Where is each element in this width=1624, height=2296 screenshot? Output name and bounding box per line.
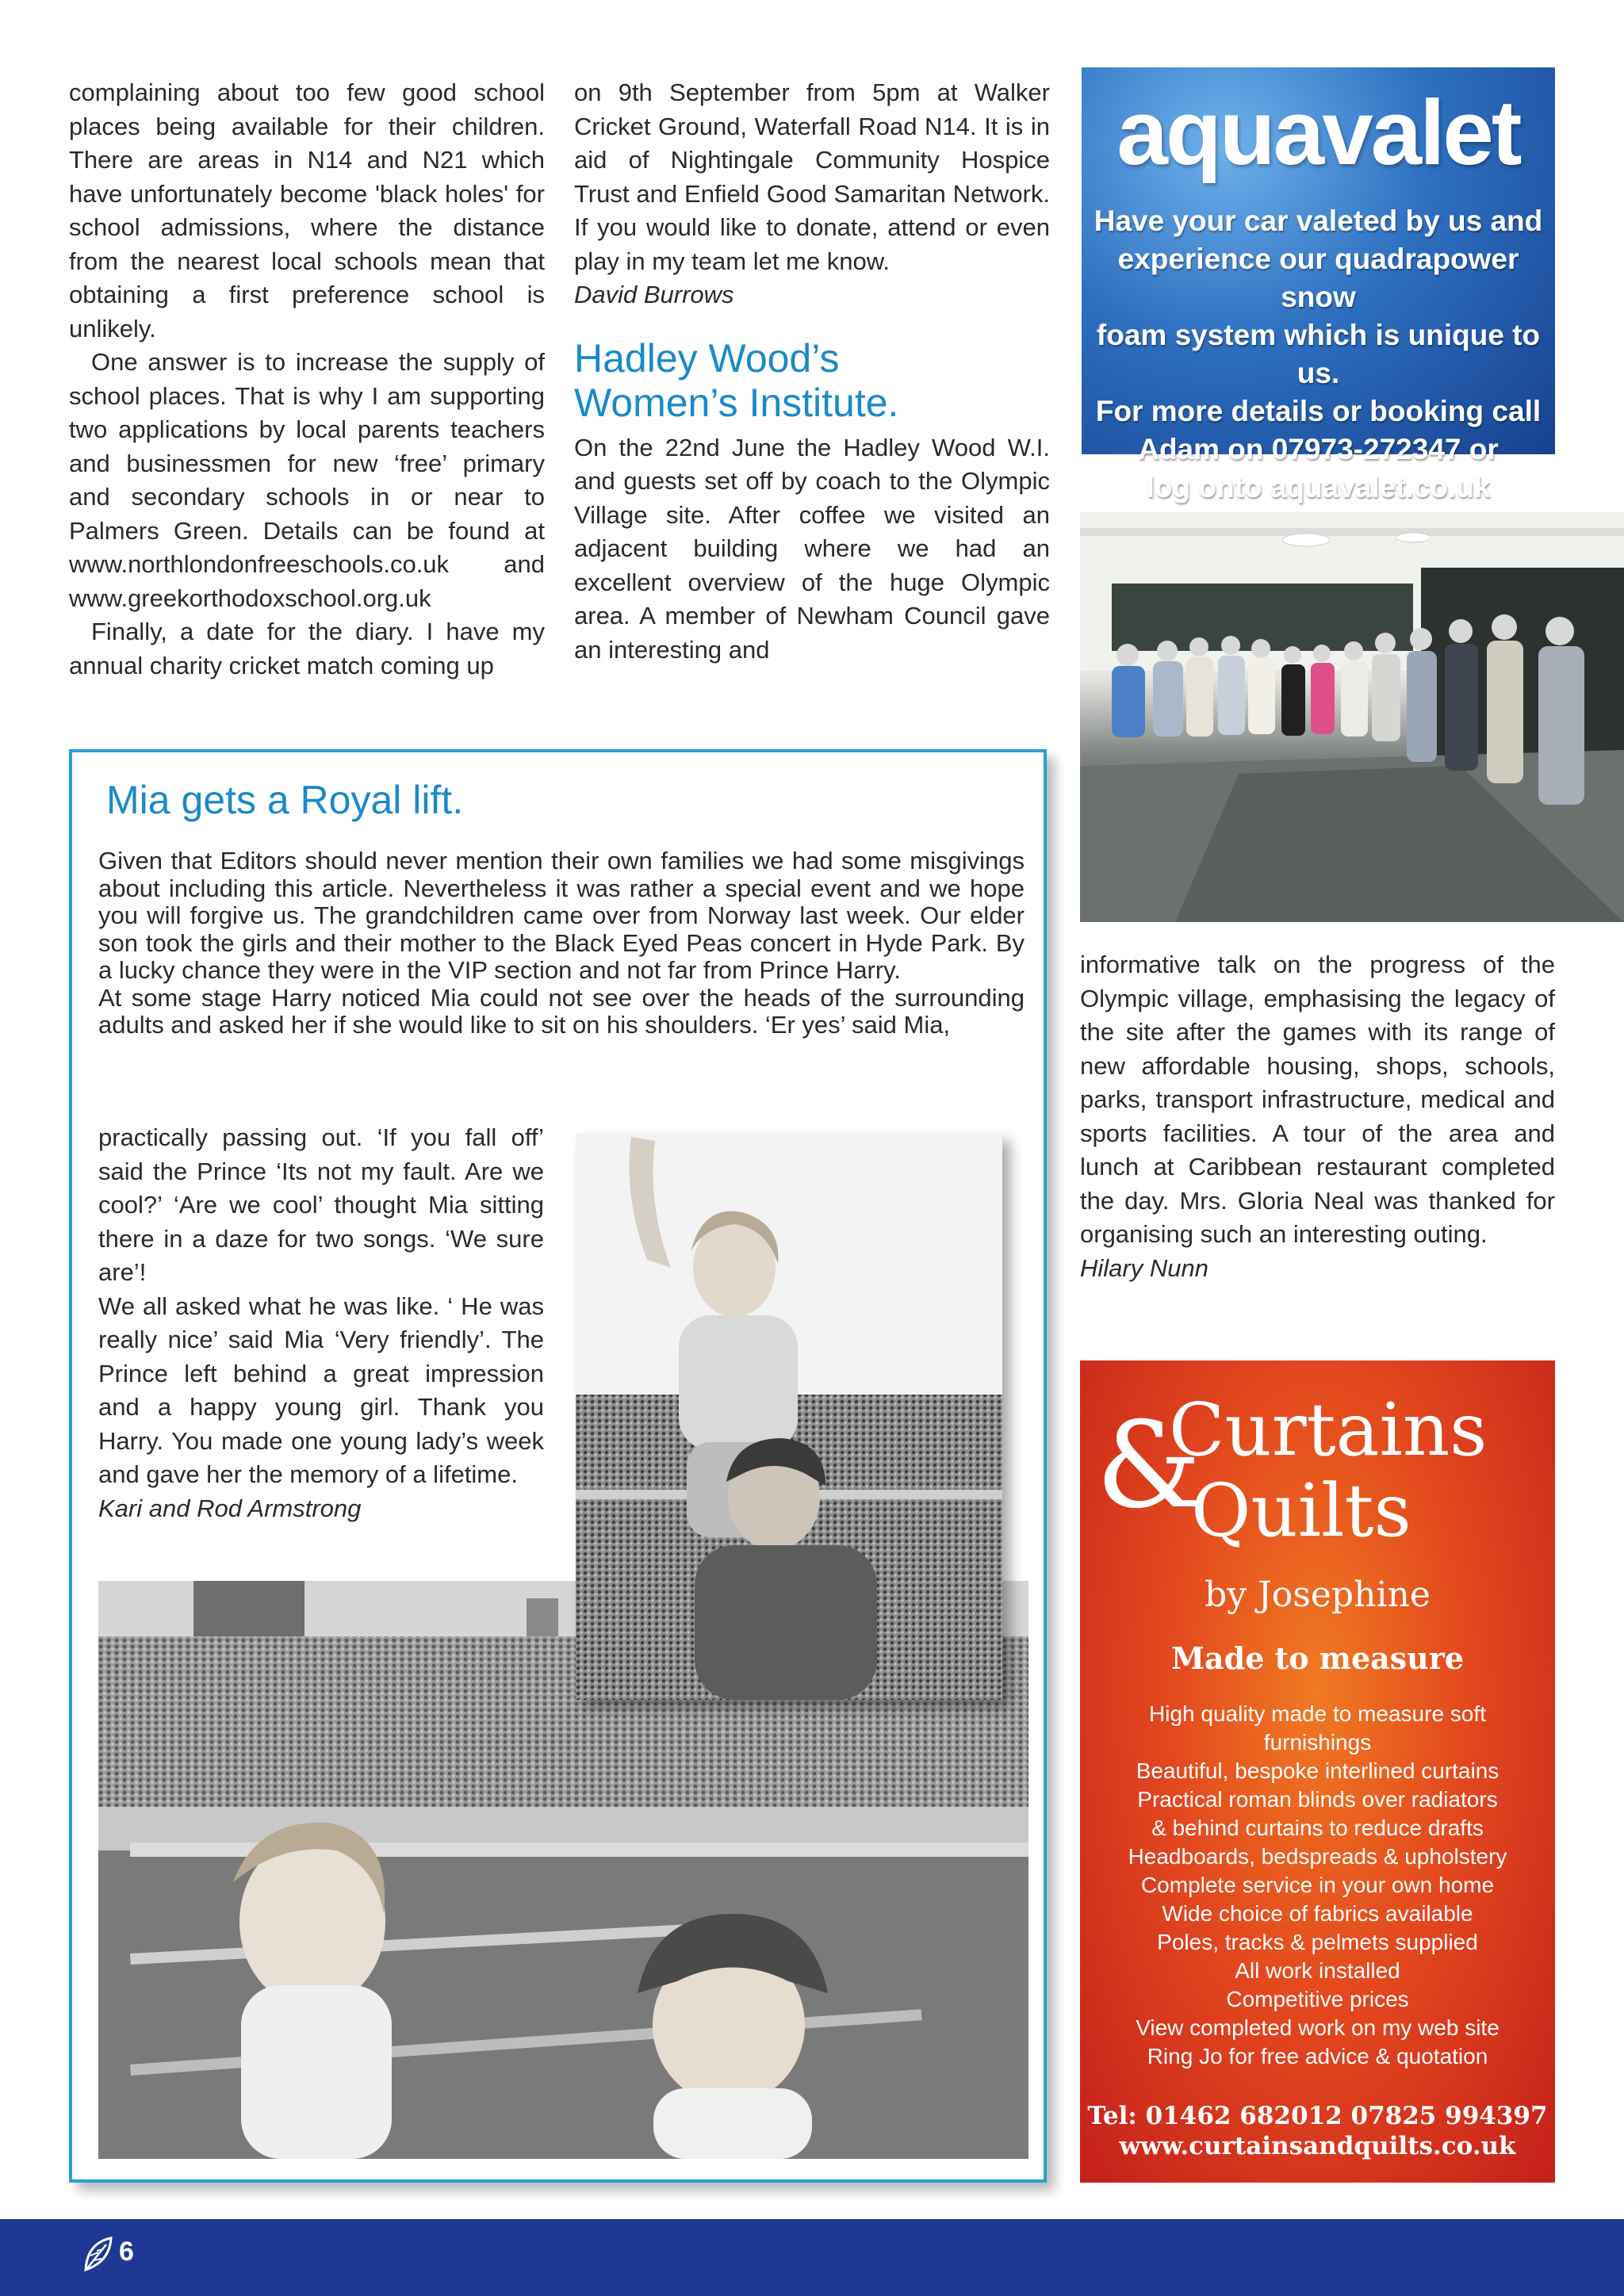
curtains-service-item: Beautiful, bespoke interlined curtains: [1136, 1758, 1500, 1783]
wi-heading-line: Hadley Wood’s: [574, 335, 840, 381]
curtains-telephone: Tel: 01462 682012 07825 994397: [1087, 2102, 1548, 2130]
curtains-services-list: [1080, 1700, 1555, 2071]
mia-wrapped-text: [98, 1121, 544, 1525]
mia-paragraph: We all asked what he was like. ‘ He was really nice’ said Mia ‘Very friendly’. The Prince left behind a great impression and a happy young girl. Thank you Harry. You made one young lady’s week and gave her the memory of a lifetime.: [98, 1292, 544, 1488]
mia-concert-photo: [576, 1133, 1002, 1700]
curtains-quilts-advert: [1080, 1360, 1555, 2183]
byline: Hilary Nunn: [1080, 1253, 1208, 1282]
curtains-logo-word: Curtains: [1169, 1387, 1488, 1472]
mia-article-box: [69, 749, 1047, 2183]
quilts-logo-word: Quilts: [1191, 1468, 1411, 1553]
curtains-service-item: Wide choice of fabrics available: [1162, 1901, 1473, 1926]
curtains-service-item: View completed work on my web site: [1136, 2015, 1500, 2040]
aquavalet-line: For more details or booking call: [1095, 395, 1542, 427]
made-to-measure-heading: Made to measure: [1170, 1640, 1464, 1676]
aquavalet-advert: [1082, 67, 1555, 503]
curtains-service-item: Competitive prices: [1226, 1987, 1409, 2011]
leaf-icon: [82, 2235, 114, 2273]
curtains-by-line: by Josephine: [1205, 1575, 1431, 1615]
aquavalet-logo: aquavalet: [1116, 81, 1520, 184]
aquavalet-text: [1082, 202, 1555, 507]
article-column-3: [1080, 948, 1555, 1285]
concert-photo-illustration: [576, 1133, 1002, 1700]
curtains-service-item: & behind curtains to reduce drafts: [1151, 1816, 1484, 1840]
byline: David Burrows: [574, 281, 734, 308]
curtains-service-item: Poles, tracks & pelmets supplied: [1157, 1930, 1478, 1954]
curtains-service-item: All work installed: [1235, 1958, 1400, 1983]
curtains-service-item: furnishings: [1263, 1730, 1372, 1755]
aquavalet-line: foam system which is unique to us.: [1096, 319, 1541, 389]
page-number: 6: [119, 2237, 134, 2267]
curtains-service-item: Complete service in your own home: [1140, 1873, 1495, 1897]
wi-group-photo-illustration: [1080, 512, 1624, 922]
curtains-service-item: Ring Jo for free advice & quotation: [1147, 2044, 1488, 2068]
aquavalet-line: Adam on 07973-272347 or: [1138, 433, 1499, 465]
article-paragraph: One answer is to increase the supply of school places. That is why I am supporting two applications by local parents teachers and businessmen for new ‘free’ primary and secondary schools in or near to Palmers Green. Details can be found at www.northlondonfreeschools.co.uk and www.greekorthodoxschool.org.uk: [69, 348, 545, 612]
curtains-logo: [1080, 1375, 1555, 1565]
page-footer: [0, 2219, 1624, 2296]
article-paragraph: complaining about too few good school places being available for their children. There are areas in N14 and N21 which have unfortunately become 'black holes' for school admissions, where the distance from the nearest local schools mean that obtaining a first preference school is unlikely.: [69, 78, 545, 342]
ampersand-logo-glyph: &: [1096, 1397, 1202, 1535]
aquavalet-line: experience our quadrapower snow: [1117, 243, 1519, 313]
article-paragraph: on 9th September from 5pm at Walker Cricket Ground, Waterfall Road N14. It is in aid of Nightingale Community Hospice Trust and Enfield Good Samaritan Network. If you would like to donate, attend or even play in my team let me know.: [574, 78, 1050, 275]
mia-paragraph: practically passing out. ‘If you fall off’ said the Prince ‘Its not my fault. Are we cool?’ ‘Are we cool’ thought Mia sitting there in a daze for two songs. ‘We sure are’!: [98, 1123, 544, 1286]
article-column-1: [69, 76, 545, 683]
mia-intro-paragraph: [98, 848, 1025, 1039]
wi-group-photo: [1080, 512, 1624, 922]
curtains-service-item: Practical roman blinds over radiators: [1137, 1787, 1498, 1812]
article-column-2: [574, 76, 1050, 667]
aquavalet-line: Have your car valeted by us and: [1094, 205, 1543, 237]
wi-heading: [574, 336, 1050, 425]
aquavalet-line: log onto aquavalet.co.uk: [1146, 471, 1491, 503]
wi-paragraph-continued: informative talk on the progress of the Olympic village, emphasising the legacy of the site after the games with its range of new affordable housing, shops, schools, parks, transport infrastructure, medical and sports facilities. A tour of the area and lunch at Caribbean restaurant completed the day. Mrs. Gloria Neal was thanked for organising such an interesting outing.: [1080, 951, 1555, 1248]
curtains-contact: [1080, 2101, 1555, 2161]
curtains-website: www.curtainsandquilts.co.uk: [1119, 2132, 1516, 2160]
wi-paragraph: On the 22nd June the Hadley Wood W.I. and guests set off by coach to the Olympic Village site. After coffee we visited an adjacent building where we had an excellent overview of the huge Olympic area. A member of Newham Council gave an interesting and: [574, 433, 1050, 664]
curtains-service-item: High quality made to measure soft: [1149, 1701, 1486, 1726]
mia-p2-full-width: At some stage Harry noticed Mia could not see over the heads of the surrounding adults and asked her if she would like to sit on his shoulders. ‘Er yes’ said Mia,: [98, 983, 1025, 1039]
byline: Kari and Rod Armstrong: [98, 1494, 362, 1522]
mia-intro-text: Given that Editors should never mention their own families we had some misgivings about including this article. Nevertheless it was rather a special event and we hope you will forgive us. The grandchildren came over from Norway last week. Our elder son took the girls and their mother to the Black Eyed Peas concert in Hyde Park. By a lucky chance they were in the VIP section and not far from Prince Harry.: [98, 847, 1025, 984]
curtains-service-item: Headboards, bedspreads & upholstery: [1128, 1844, 1507, 1869]
article-paragraph: Finally, a date for the diary. I have my annual charity cricket match coming up: [69, 618, 545, 679]
wi-heading-line: Women’s Institute.: [574, 380, 899, 425]
mia-article-title: Mia gets a Royal lift.: [106, 778, 464, 822]
